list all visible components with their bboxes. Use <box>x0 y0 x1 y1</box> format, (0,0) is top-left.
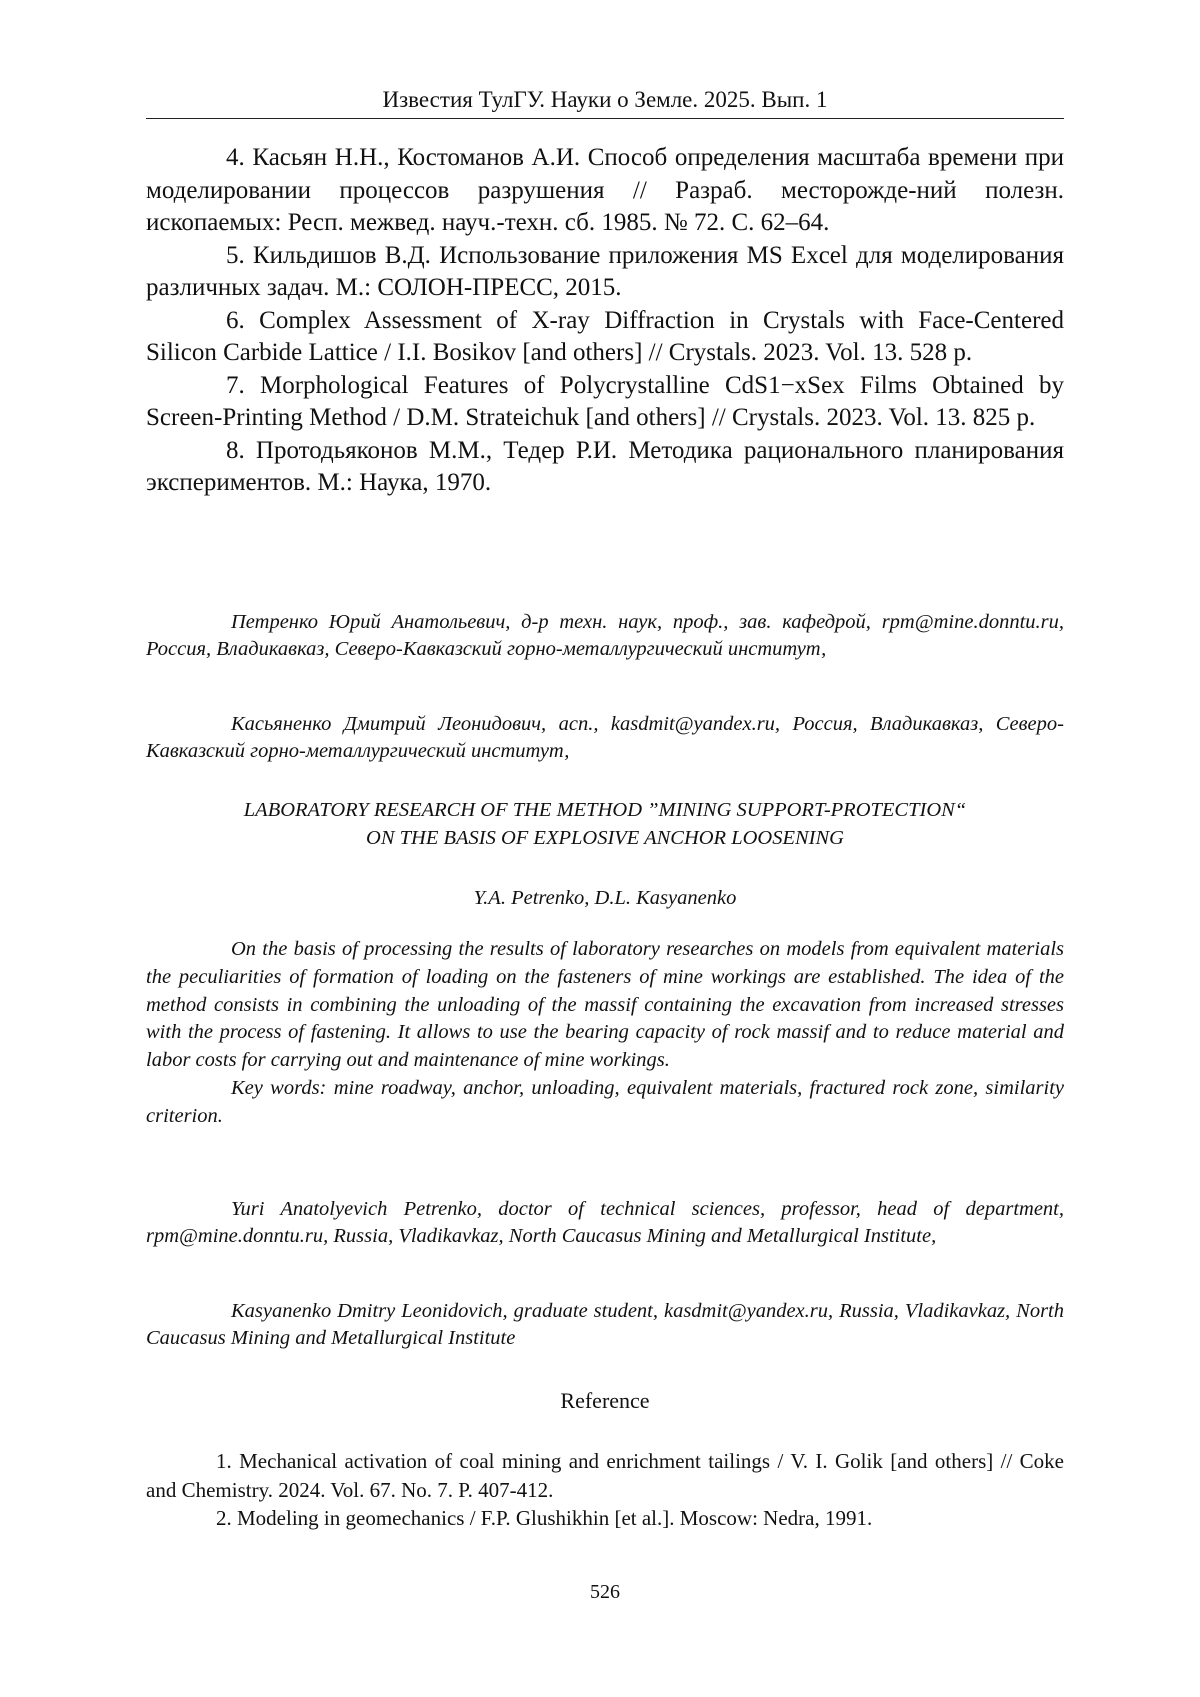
keywords-text: Key words: mine roadway, anchor, unloading, equivalent materials, fractured rock zone, similarity criterion. <box>146 1076 1064 1127</box>
reference-ru-item: 5. Кильдишов В.Д. Использование приложения MS Excel для моделирования различных задач. М.: СОЛОН-ПРЕСС, 2015. <box>146 241 1064 301</box>
reference-ru-item: 4. Касьян Н.Н., Костоманов А.И. Способ определения масштаба времени при моделировании процессов разрушения // Разраб. месторожде-ний полезн. ископаемых: Респ. межвед. науч.-техн. сб. 1985. № 72. С. 62–64. <box>146 144 1064 236</box>
reference-heading: Reference <box>560 1388 650 1413</box>
reference-ru-item: 6. Complex Assessment of X-ray Diffraction in Crystals with Face-Centered Silicon Carbide Lattice / I.I. Bosikov [and others] // Crystals. 2023. Vol. 13. 528 p. <box>146 306 1064 366</box>
reference-en-item: 1. Mechanical activation of coal mining and enrichment tailings / V. I. Golik [and others] // Coke and Chemistry. 2024. Vol. 67. No. 7. P. 407-412. <box>146 1449 1064 1502</box>
page-number: 526 <box>590 1581 620 1603</box>
reference-en-item: 2. Modeling in geomechanics / F.P. Glushikhin [et al.]. Moscow: Nedra, 1991. <box>216 1506 873 1530</box>
author-ru-kasyanenko: Касьяненко Дмитрий Леонидович, асп., kasdmit@yandex.ru, Россия, Владикавказ, Северо-Кавказский горно-металлургический институт, <box>146 713 1064 762</box>
reference-ru-item: 7. Morphological Features of Polycrystalline CdS1−xSex Films Obtained by Screen-Printing Method / D.M. Strateichuk [and others] // Crystals. 2023. Vol. 13. 825 p. <box>146 371 1064 431</box>
english-title-line-2: ON THE BASIS OF EXPLOSIVE ANCHOR LOOSENING <box>366 827 844 849</box>
running-header: Известия ТулГУ. Науки о Земле. 2025. Вып. 1 <box>146 86 1064 119</box>
author-en-kasyanenko: Kasyanenko Dmitry Leonidovich, graduate student, kasdmit@yandex.ru, Russia, Vladikavkaz, North Caucasus Mining and Metallurgical Institute <box>146 1300 1064 1349</box>
reference-ru-item: 8. Протодьяконов М.М., Тедер Р.И. Методика рационального планирования экспериментов. М.: Наука, 1970. <box>146 436 1064 496</box>
english-title <box>146 796 1064 852</box>
english-authors: Y.A. Petrenko, D.L. Kasyanenko <box>473 887 737 909</box>
references-en-list <box>146 1447 1064 1533</box>
english-abstract <box>146 936 1064 1131</box>
abstract-text: On the basis of processing the results of laboratory researches on models from equivalent materials the peculiarities of formation of loading on the fasteners of mine workings are established. The idea of the method consists in combining the unloading of the massif containing the excavation from increased stresses with the process of fastening. It allows to use the bearing capacity of rock massif and to reduce material and labor costs for carrying out and maintenance of mine workings. <box>146 938 1064 1072</box>
references-ru-list <box>146 142 1064 500</box>
author-en-petrenko: Yuri Anatolyevich Petrenko, doctor of technical sciences, professor, head of department, rpm@mine.donntu.ru, Russia, Vladikavkaz, North Caucasus Mining and Metallurgical Institute, <box>146 1198 1064 1247</box>
author-ru-petrenko: Петренко Юрий Анатольевич, д-р техн. наук, проф., зав. кафедрой, rpm@mine.donntu.ru, Россия, Владикавказ, Северо-Кавказский горно-металлургический институт, <box>146 611 1064 660</box>
english-title-line-1: LABORATORY RESEARCH OF THE METHOD ”MINING SUPPORT-PROTECTION“ <box>243 799 967 821</box>
